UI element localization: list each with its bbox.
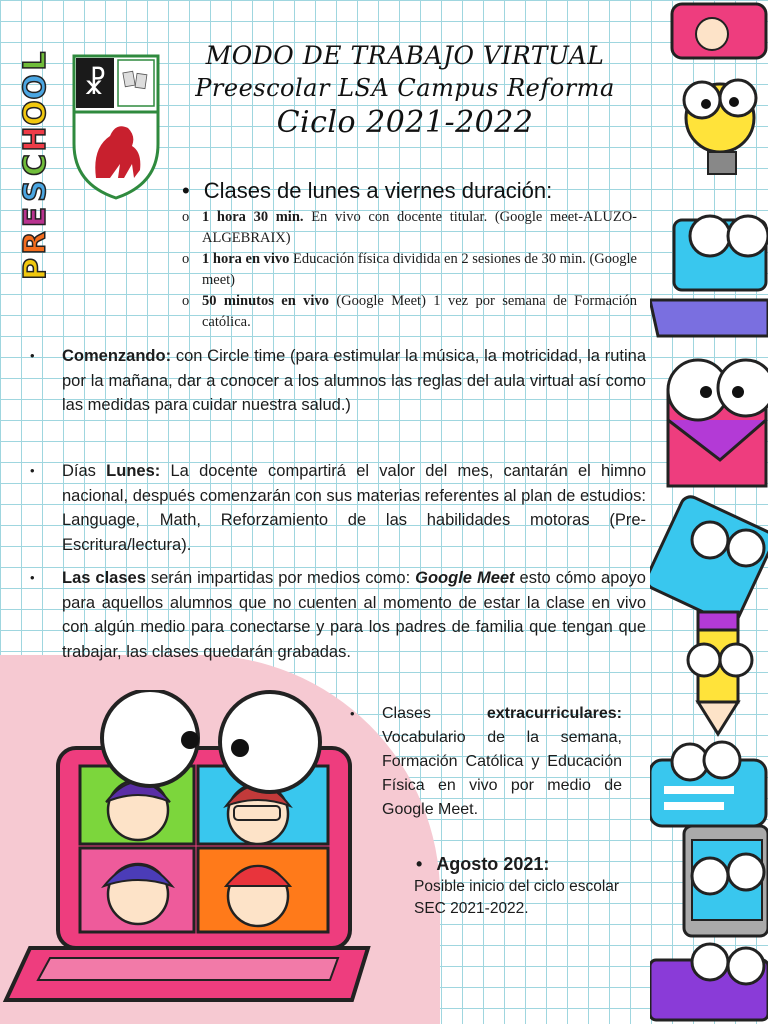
agosto-text: Posible inicio del ciclo escolar SEC 2021-2022. bbox=[414, 878, 620, 917]
laptop-illustration bbox=[0, 690, 380, 1020]
paragraph-text: con Circle time (para estimular la música, la motricidad, la rutina por la mañana, dar a conocer a los alumnos las reglas del aula virtual así como las medidas para cuidar nuestra salud.) bbox=[62, 347, 646, 414]
paragraph-comenzando bbox=[28, 344, 646, 418]
classes-heading bbox=[182, 178, 552, 204]
svg-text:☧: ☧ bbox=[83, 67, 107, 102]
title-letter: O bbox=[18, 100, 53, 126]
paragraph-bold: Comenzando: bbox=[62, 347, 172, 365]
bullet: o bbox=[182, 251, 190, 267]
list-item bbox=[182, 249, 637, 291]
agosto-block bbox=[414, 852, 644, 920]
header-title: MODO DE TRABAJO VIRTUAL bbox=[205, 41, 605, 70]
item-bold: 1 hora 30 min. bbox=[202, 209, 304, 225]
title-letter: L bbox=[18, 51, 53, 71]
paragraph-lunes bbox=[28, 459, 646, 557]
paragraph-bold-italic: Google Meet bbox=[415, 569, 515, 587]
bullet: o bbox=[182, 209, 190, 225]
list-item bbox=[182, 207, 637, 249]
paragraph-bold: Las clases bbox=[62, 569, 146, 587]
extracurricular-block bbox=[350, 702, 622, 822]
list-item bbox=[182, 291, 637, 333]
title-letter: E bbox=[18, 206, 53, 228]
paragraph-text: La docente compartirá el valor del mes, cantarán el himno nacional, después comenzarán con sus materias referentes al plan de estudios: Language, Math, Reforzamiento de las habilidades motoras (Pre-Escritura/lectura). bbox=[62, 462, 646, 554]
paragraph-bold: Lunes: bbox=[106, 462, 161, 480]
agosto-title: Agosto 2021: bbox=[436, 854, 550, 874]
title-letter: R bbox=[18, 231, 53, 255]
item-text: Educación física dividida en 2 sesiones de 30 min. (Google meet) bbox=[202, 251, 637, 288]
paragraph-clases bbox=[28, 566, 646, 664]
title-letter: P bbox=[18, 258, 53, 280]
document-header bbox=[170, 40, 640, 142]
paragraph-text-2: esto cómo apoyo para aquellos alumnos que no cuenten al momento de estar la clase en vivo con algún medio para conectarse y para los padres de familia que tengan que trabajar, las clases quedarán grabadas. bbox=[62, 569, 646, 661]
bullet: • bbox=[30, 348, 35, 363]
item-bold: 50 minutos en vivo bbox=[202, 293, 329, 309]
right-decorations bbox=[650, 0, 768, 1024]
extra-text: Vocabulario de la semana, Formación Católica y Educación Física en vivo por medio de Google Meet. bbox=[382, 729, 622, 818]
bullet: • bbox=[416, 854, 423, 874]
title-letter: O bbox=[18, 74, 53, 100]
school-crest-logo bbox=[70, 52, 162, 202]
title-letter: H bbox=[18, 126, 53, 152]
title-letter: S bbox=[18, 180, 53, 202]
header-subtitle: Preescolar LSA Campus Reforma bbox=[195, 74, 615, 102]
classes-sublist bbox=[182, 207, 637, 333]
extra-lead: Clases bbox=[382, 705, 487, 722]
paragraph-text: serán impartidas por medios como: bbox=[145, 569, 416, 587]
item-text: En vivo con docente titular. (Google meet-ALUZO-ALGEBRAIX) bbox=[202, 209, 637, 246]
bullet: • bbox=[182, 178, 190, 203]
preschool-vertical-title bbox=[8, 20, 64, 282]
item-bold: 1 hora en vivo bbox=[202, 251, 290, 267]
bullet: • bbox=[30, 463, 35, 478]
bullet: • bbox=[30, 570, 35, 585]
paragraph-lead: Días bbox=[62, 462, 107, 480]
bullet: • bbox=[350, 706, 355, 721]
agosto-heading bbox=[414, 852, 644, 876]
extra-bold: extracurriculares: bbox=[486, 705, 622, 722]
header-cycle: Ciclo 2021-2022 bbox=[276, 105, 534, 140]
item-text: (Google Meet) 1 vez por semana de Formación católica. bbox=[202, 293, 637, 330]
bullet: o bbox=[182, 293, 190, 309]
classes-heading-text: Clases de lunes a viernes duración: bbox=[203, 178, 553, 203]
title-letter: C bbox=[18, 153, 53, 177]
